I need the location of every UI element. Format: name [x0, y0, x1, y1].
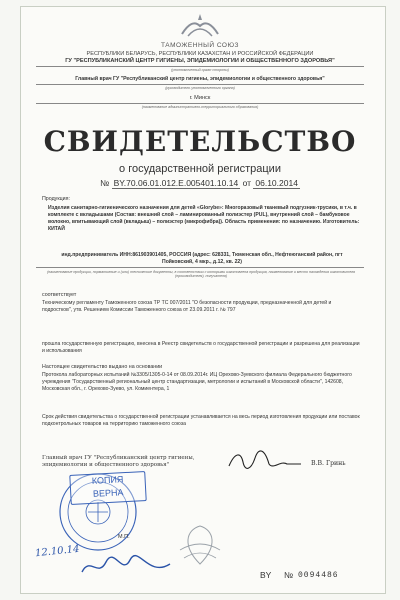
customs-union-emblem-icon [178, 12, 222, 44]
copy-verified-stamp [69, 471, 146, 505]
chief-line: Главный врач ГУ "Республиканский центр гигиены, эпидемиологии и общественного здоровья" [75, 76, 325, 82]
country-code: BY [260, 570, 272, 580]
number-prefix: № [100, 178, 110, 188]
city: г. Минск [189, 95, 211, 101]
basis-text: Протокола лабораторных испытаний №3305/1305-0-14 от 08.09.2014г. ИЦ Орехово-Зуевского филиала Федерального бюджетного учреждения "Государственный региональный центр стандартизации, метрологии и испытаний в Московской области", 142608, Московская обл., г. Орехово-Зуево, ул. Комиентера, 1 [42, 372, 352, 392]
applicant: инд.предприниматель ИНН:861903901405, РОССИЯ (адрес: 628331, Тюменская обл., Нефтеюганский район, пгт Пойковский, 4 мкр., д.12, кв. 22) [61, 252, 343, 265]
certificate-number-line [0, 178, 400, 188]
handwritten-signature [225, 448, 305, 474]
signer-name: В.В. Гринь [311, 460, 346, 467]
product-description: Изделия санитарно-гигиенического назначения для детей «Glorybe»: Многоразовый тканевый подгузник-трусики, в т.ч. в комплекте с вкладышами (Состав: внешний слой – ламинированный полиэстер (PUL), внутренний слой – бамбуковое волокно, впитывающий слой (вкладыш) – полиэстер (микрофибра)). Область применения: по назначению. Изготовитель: КИТАЙ [48, 205, 360, 232]
handwritten-initials [78, 552, 174, 582]
divider [36, 84, 364, 85]
handwritten-date: 12.10.14 [34, 543, 80, 560]
stamp-line-1: КОПИЯ [91, 474, 124, 486]
divider [36, 103, 364, 104]
document-subtitle: о государственной регистрации [119, 163, 281, 175]
date-prefix: от [242, 178, 251, 188]
divider [36, 66, 364, 67]
product-label: Продукция: [42, 196, 70, 202]
certificate-date: 06.10.2014 [255, 178, 298, 188]
divider [36, 267, 364, 268]
stamp-line-2: ВЕРНА [92, 487, 124, 499]
document-title: СВИДЕТЕЛЬСТВО [43, 125, 357, 158]
registration-text: прошла государственную регистрацию, внесена в Реестр свидетельств о государственной регистрации и разрешена для реализации и использования [42, 341, 360, 354]
serial-number: 0094486 [298, 571, 339, 580]
center-name: ГУ "РЕСПУБЛИКАНСКИЙ ЦЕНТР ГИГИЕНЫ, ЭПИДЕМИОЛОГИИ И ОБЩЕСТВЕННОГО ЗДОРОВЬЯ" [65, 58, 335, 64]
republics-line: РЕСПУБЛИКИ БЕЛАРУСЬ, РЕСПУБЛИКИ КАЗАХСТАН И РОССИЙСКОЙ ФЕДЕРАЦИИ [86, 51, 314, 57]
signatory-position: Главный врач ГУ "Республиканский центр гигиены, эпидемиологии и общественного здоровья" [42, 455, 195, 469]
conformity-text: Техническому регламенту Таможенного союза ТР ТС 007/2011 "О безопасности продукции, предназначенной для детей и подростков", утв. Решением Комиссии Таможенного союза от 23.09.2011 г. № 797 [42, 300, 332, 313]
seal-place-label: М.П. [118, 534, 130, 540]
basis-label: Настоящее свидетельство выдано на основании [42, 364, 163, 370]
validity-text: Срок действия свидетельства о государственной регистрации устанавливается на весь период изготовления продукции или поставок подконтрольных товаров на территорию таможенного союза [42, 414, 360, 427]
caption-head: (руководитель уполномоченного органа) [165, 86, 235, 90]
number-sign: № [284, 570, 294, 580]
caption-product: (наименование продукции, нормативные и (или) технические документы, в соответствии с которыми изготовлена продукция, наименование и место нахождения изготовителя (производителя), получателя) [46, 270, 356, 278]
caption-territory: (наименование административно-территориального образования) [141, 105, 259, 109]
union-title: ТАМОЖЕННЫЙ СОЮЗ [161, 42, 239, 49]
conformity-label: соответствует [42, 292, 77, 298]
caption-authority: (уполномоченный орган стороны) [171, 68, 229, 72]
certificate-number: BY.70.06.01.012.E.005401.10.14 [113, 178, 239, 188]
ornament-icon [172, 520, 228, 570]
